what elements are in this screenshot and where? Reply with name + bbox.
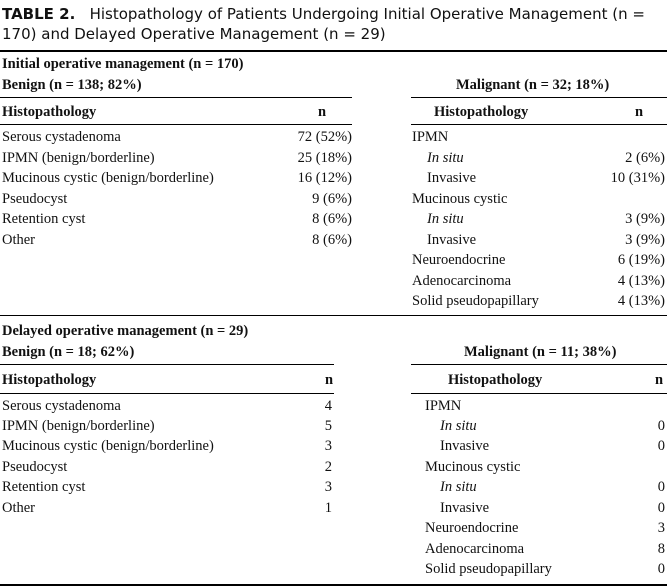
benign-title: Benign (n = 18; 62%): [2, 344, 135, 360]
malignant-title: Malignant (n = 32; 18%): [456, 77, 610, 93]
column-header-histopathology: Histopathology: [2, 372, 97, 388]
row-label: IPMN (benign/borderline): [2, 150, 155, 166]
row-value: 16 (12%): [297, 170, 352, 186]
row-value: 4 (13%): [617, 273, 665, 289]
row-label: Solid pseudopapillary: [425, 561, 552, 577]
column-header-n: n: [635, 104, 644, 120]
column-header-histopathology: Histopathology: [448, 372, 543, 388]
row-label: Neuroendocrine: [412, 252, 506, 268]
row-value: 0: [657, 561, 665, 577]
header-rule-malignant: [411, 124, 667, 125]
row-label: Invasive: [440, 438, 490, 454]
row-value: 3 (9%): [625, 211, 665, 227]
row-value: 8 (6%): [312, 211, 352, 227]
row-label: In situ: [440, 418, 477, 434]
row-value: 72 (52%): [297, 129, 352, 145]
row-value: 3: [324, 438, 332, 454]
header-rule-benign: [0, 393, 334, 394]
bottom-rule: [0, 584, 667, 586]
row-value: 5: [324, 418, 332, 434]
row-label: Retention cyst: [2, 479, 86, 495]
row-value: 3 (9%): [625, 232, 665, 248]
column-header-n: n: [318, 104, 327, 120]
row-label: Adenocarcinoma: [425, 541, 525, 557]
table-caption: [2, 4, 662, 44]
column-header-histopathology: Histopathology: [2, 104, 97, 120]
column-header-n: n: [325, 372, 334, 388]
group-rule-malignant: [411, 364, 667, 365]
row-label: Mucinous cystic (benign/borderline): [2, 170, 214, 186]
row-label: Other: [2, 500, 36, 516]
row-value: 1: [324, 500, 332, 516]
row-label: Solid pseudopapillary: [412, 293, 539, 309]
group-rule-malignant: [411, 97, 667, 98]
row-label: IPMN (benign/borderline): [2, 418, 155, 434]
row-value: 25 (18%): [297, 150, 352, 166]
row-label: Invasive: [427, 232, 477, 248]
row-label: IPMN: [412, 129, 449, 145]
header-rule-benign: [0, 124, 352, 125]
table-title: Histopathology of Patients Undergoing Initial Operative Management (n = 170) and Delayed Operative Management (n = 29): [2, 5, 645, 43]
row-label: Retention cyst: [2, 211, 86, 227]
row-value: 2: [324, 459, 332, 475]
malignant-title: Malignant (n = 11; 38%): [464, 344, 617, 360]
row-label: Neuroendocrine: [425, 520, 519, 536]
row-label: Mucinous cystic: [412, 191, 508, 207]
row-value: 3: [324, 479, 332, 495]
row-label: Other: [2, 232, 36, 248]
row-label: In situ: [440, 479, 477, 495]
section-title: Initial operative management (n = 170): [2, 56, 244, 72]
row-label: Invasive: [440, 500, 490, 516]
row-value: 0: [657, 500, 665, 516]
row-value: 10 (31%): [610, 170, 665, 186]
row-value: 0: [657, 418, 665, 434]
row-label: Invasive: [427, 170, 477, 186]
row-label: Mucinous cystic: [425, 459, 521, 475]
table-label: TABLE 2.: [2, 5, 76, 23]
row-value: 6 (19%): [617, 252, 665, 268]
group-rule-benign: [0, 364, 334, 365]
row-label: Pseudocyst: [2, 459, 68, 475]
row-label: Serous cystadenoma: [2, 398, 121, 414]
column-header-n: n: [655, 372, 664, 388]
benign-title: Benign (n = 138; 82%): [2, 77, 142, 93]
row-label: IPMN: [425, 398, 462, 414]
section-title: Delayed operative management (n = 29): [2, 323, 249, 339]
row-value: 8 (6%): [312, 232, 352, 248]
group-rule-benign: [0, 97, 352, 98]
row-value: 4 (13%): [617, 293, 665, 309]
row-value: 0: [657, 479, 665, 495]
row-value: 8: [657, 541, 665, 557]
column-header-histopathology: Histopathology: [434, 104, 529, 120]
row-label: Mucinous cystic (benign/borderline): [2, 438, 214, 454]
row-value: 3: [657, 520, 665, 536]
row-label: In situ: [427, 150, 464, 166]
top-rule: [0, 50, 667, 52]
header-rule-malignant: [411, 393, 667, 394]
row-label: In situ: [427, 211, 464, 227]
row-value: 9 (6%): [312, 191, 352, 207]
row-label: Serous cystadenoma: [2, 129, 121, 145]
row-value: 4: [324, 398, 332, 414]
row-value: 2 (6%): [625, 150, 665, 166]
row-value: 0: [657, 438, 665, 454]
row-label: Adenocarcinoma: [412, 273, 512, 289]
section-divider: [0, 315, 667, 316]
row-label: Pseudocyst: [2, 191, 68, 207]
